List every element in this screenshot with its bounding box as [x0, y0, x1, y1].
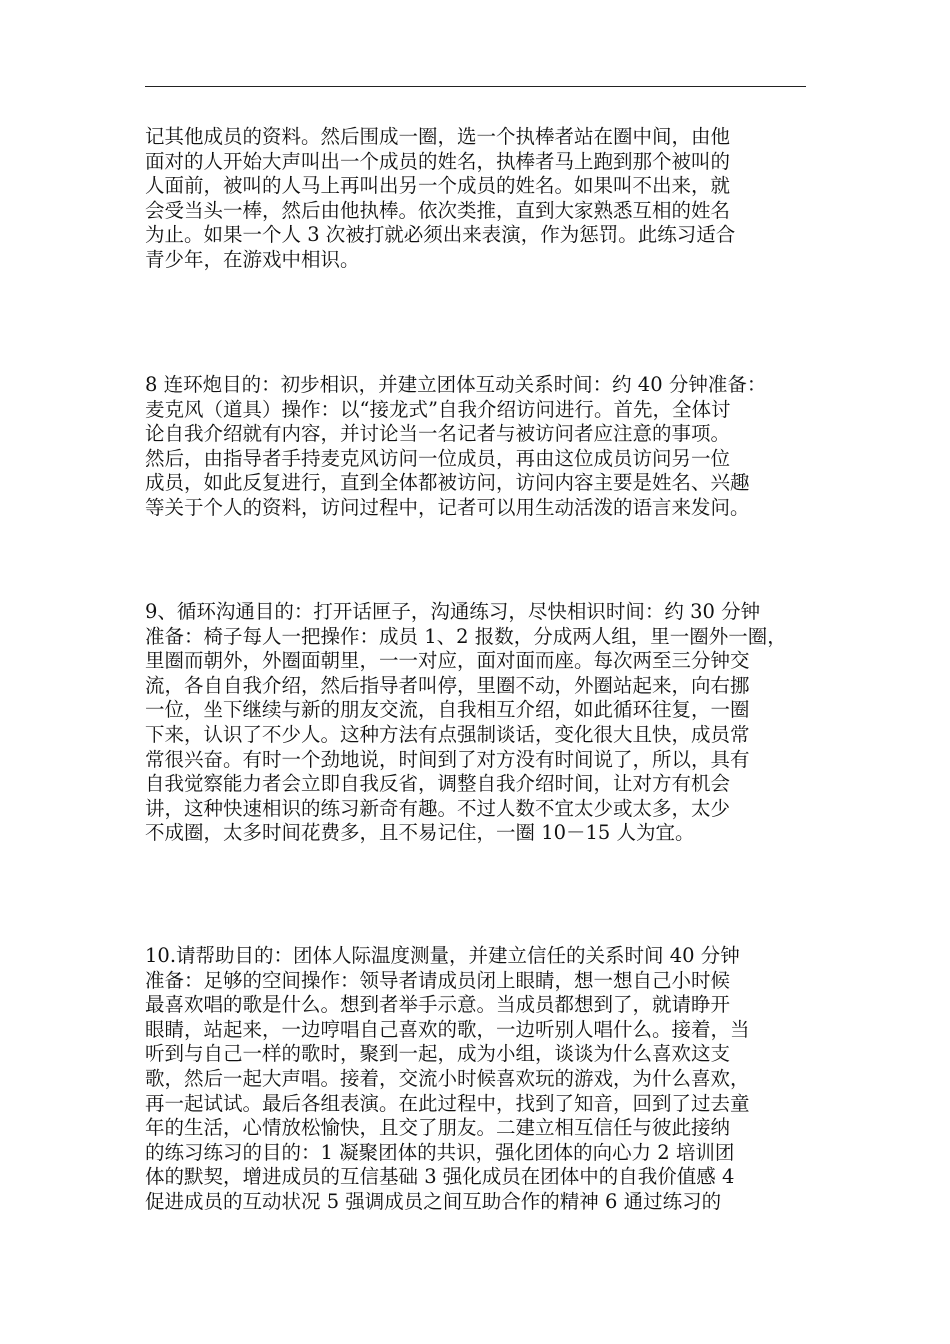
text-line: 眼睛，站起来，一边哼唱自己喜欢的歌，一边听别人唱什么。接着，当	[145, 1017, 750, 1041]
text-line: 不成圈，太多时间花费多，且不易记住，一圈 10－15 人为宜。	[145, 821, 695, 845]
text-line: 常很兴奋。有时一个劲地说，时间到了对方没有时间说了，所以，具有	[145, 747, 750, 771]
text-line: 论自我介绍就有内容，并讨论当一名记者与被访问者应注意的事项。	[145, 422, 731, 446]
text-line: 会受当头一棒，然后由他执棒。依次类推，直到大家熟悉互相的姓名	[145, 198, 731, 222]
text-line: 人面前，被叫的人马上再叫出另一个成员的姓名。如果叫不出来，就	[145, 174, 731, 198]
paragraph-name-game	[145, 125, 810, 273]
text-line: 听到与自己一样的歌时，聚到一起，成为小组，谈谈为什么喜欢这支	[145, 1042, 731, 1066]
text-line: 年的生活，心情放松愉快，且交了朋友。二建立相互信任与彼此接纳	[145, 1116, 731, 1140]
text-line: 为止。如果一个人 3 次被打就必须出来表演，作为惩罚。此练习适合	[145, 223, 736, 247]
text-line: 里圈而朝外，外圈面朝里，一一对应，面对面而座。每次两至三分钟交	[145, 649, 750, 673]
text-line: 下来，认识了不少人。这种方法有点强制谈话，变化很大且快，成员常	[145, 722, 750, 746]
text-line: 促进成员的互动状况 5 强调成员之间互助合作的精神 6 通过练习的	[145, 1189, 722, 1213]
text-line: 准备：椅子每人一把操作：成员 1、2 报数，分成两人组，里一圈外一圈，	[145, 624, 787, 648]
text-line: 再一起试试。最后各组表演。在此过程中，找到了知音，回到了过去童	[145, 1091, 750, 1115]
text-line: 最喜欢唱的歌是什么。想到者举手示意。当成员都想到了，就请睁开	[145, 993, 731, 1017]
text-line: 讲，这种快速相识的练习新奇有趣。不过人数不宜太少或太多，太少	[145, 796, 731, 820]
text-line: 流，各自自我介绍，然后指导者叫停，里圈不动，外圈站起来，向右挪	[145, 673, 750, 697]
text-line: 自我觉察能力者会立即自我反省，调整自我介绍时间，让对方有机会	[145, 772, 731, 796]
text-line: 歌，然后一起大声唱。接着，交流小时候喜欢玩的游戏，为什么喜欢，	[145, 1066, 750, 1090]
text-line: 体的默契，增进成员的互信基础 3 强化成员在团体中的自我价值感 4	[145, 1165, 735, 1189]
text-line: 9、循环沟通目的：打开话匣子，沟通练习，尽快相识时间：约 30 分钟	[145, 600, 761, 623]
text-line: 8 连环炮目的：初步相识，并建立团体互动关系时间：约 40 分钟准备：	[145, 373, 767, 396]
text-line: 10.请帮助目的：团体人际温度测量，并建立信任的关系时间 40 分钟	[145, 944, 740, 967]
paragraph-9-circular-communication	[145, 600, 810, 846]
text-line: 一位，坐下继续与新的朋友交流，自我相互介绍，如此循环往复，一圈	[145, 698, 750, 722]
paragraph-8-chain-cannon	[145, 373, 810, 521]
text-line: 成员，如此反复进行，直到全体都被访问，访问内容主要是姓名、兴趣	[145, 471, 750, 495]
text-line: 等关于个人的资料，访问过程中，记者可以用生动活泼的语言来发问。	[145, 495, 750, 519]
text-line: 麦克风（道具）操作：以“接龙式”自我介绍访问进行。首先，全体讨	[145, 397, 731, 421]
paragraph-10-please-help	[145, 944, 810, 1215]
text-line: 准备：足够的空间操作：领导者请成员闭上眼睛，想一想自己小时候	[145, 968, 731, 992]
text-line: 然后，由指导者手持麦克风访问一位成员，再由这位成员访问另一位	[145, 446, 731, 470]
text-line: 青少年，在游戏中相识。	[145, 247, 360, 271]
header-rule	[145, 86, 806, 87]
text-line: 面对的人开始大声叫出一个成员的姓名，执棒者马上跑到那个被叫的	[145, 149, 731, 173]
text-line: 的练习练习的目的：1 凝聚团体的共识，强化团体的向心力 2 培训团	[145, 1140, 735, 1164]
text-line: 记其他成员的资料。然后围成一圈，选一个执棒者站在圈中间，由他	[145, 125, 731, 148]
